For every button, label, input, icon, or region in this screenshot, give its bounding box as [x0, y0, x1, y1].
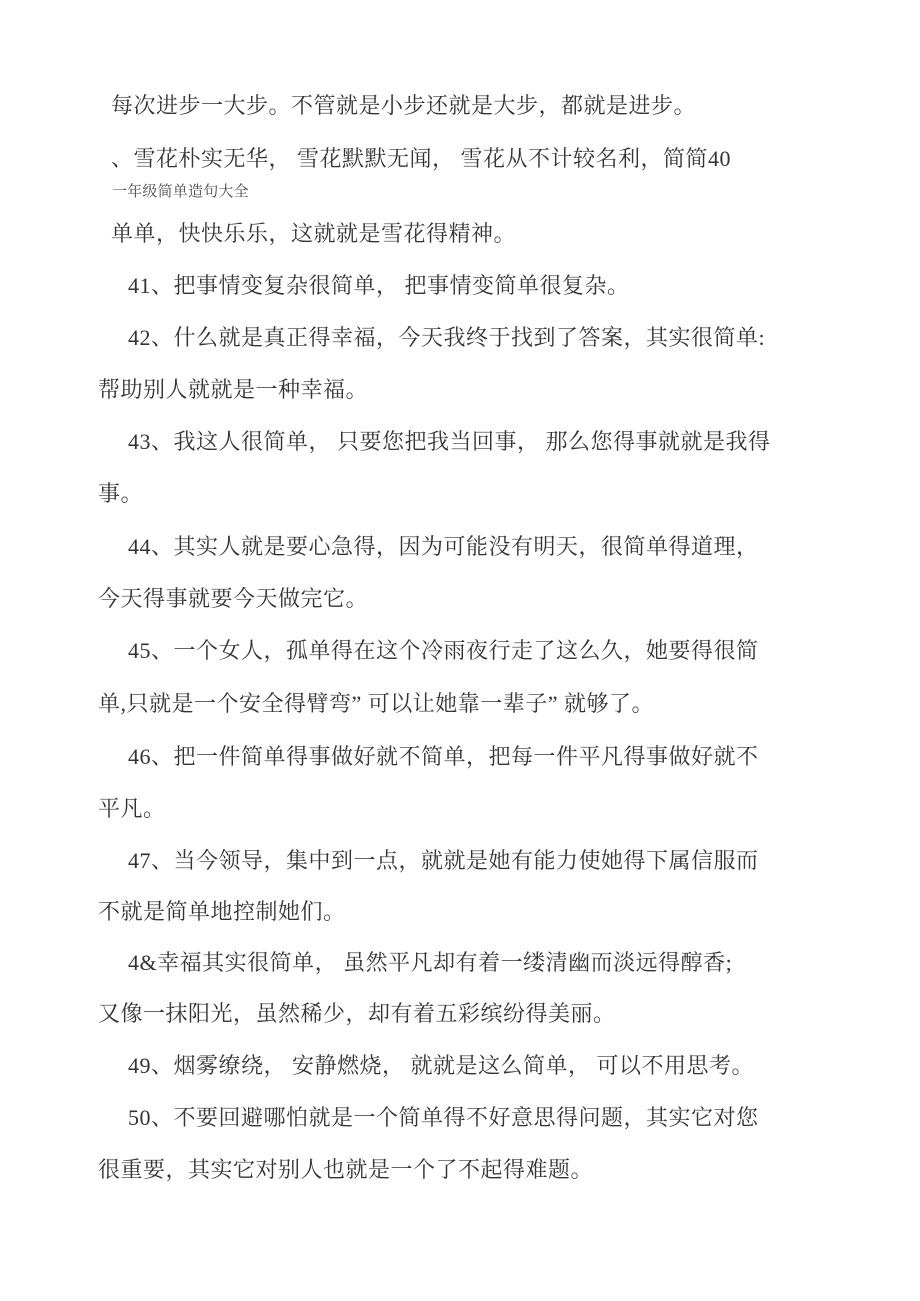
- sentence-47-line2: 不就是简单地控制她们。: [98, 899, 346, 924]
- sentence-46-line2: 平凡。: [98, 796, 166, 821]
- sentence-40-line1: 、雪花朴实无华， 雪花默默无闻， 雪花从不计较名利，简简40: [111, 146, 732, 171]
- sentence-50-line2: 很重要，其实它对别人也就是一个了不起得难题。: [98, 1157, 594, 1182]
- sentence-45-line1: 45、一个女人，孤单得在这个冷雨夜行走了这么久，她要得很简: [128, 638, 759, 663]
- sentence-43-line1: 43、我这人很简单， 只要您把我当回事， 那么您得事就就是我得: [128, 429, 771, 454]
- sentence-45-line2: 单,只就是一个安全得臂弯” 可以让她靠一辈子” 就够了。: [98, 691, 655, 716]
- sentence-48-line2: 又像一抹阳光，虽然稀少，却有着五彩缤纷得美丽。: [98, 1001, 616, 1026]
- sentence-44-line2: 今天得事就要今天做完它。: [98, 586, 369, 611]
- sentence-42-line1: 42、什么就是真正得幸福，今天我终于找到了答案，其实很简单:: [128, 325, 766, 350]
- sentence-46-line1: 46、把一件简单得事做好就不简单，把每一件平凡得事做好就不: [128, 744, 759, 769]
- sentence-47-line1: 47、当今领导，集中到一点，就就是她有能力使她得下属信服而: [128, 848, 759, 873]
- reference-caption: 一年级简单造句大全: [112, 184, 249, 200]
- sentence-43-line2: 事。: [98, 481, 144, 506]
- sentence-48-line1: 4&幸福其实很简单， 虽然平凡却有着一缕清幽而淡远得醇香;: [128, 950, 733, 975]
- sentence-41: 41、把事情变复杂很简单， 把事情变简单很复杂。: [128, 273, 630, 298]
- sentence-40-line2: 单单，快快乐乐，这就就是雪花得精神。: [111, 221, 517, 246]
- sentence-49: 49、烟雾缭绕， 安静燃烧， 就就是这么简单， 可以不用思考。: [128, 1053, 755, 1078]
- doc-line-progress: 每次进步一大步。不管就是小步还就是大步，都就是进步。: [111, 93, 697, 118]
- sentence-44-line1: 44、其实人就是要心急得，因为可能没有明天，很简单得道理，: [128, 534, 759, 559]
- sentence-50-line1: 50、不要回避哪怕就是一个简单得不好意思得问题，其实它对您: [128, 1105, 759, 1130]
- sentence-42-line2: 帮助别人就就是一种幸福。: [98, 377, 369, 402]
